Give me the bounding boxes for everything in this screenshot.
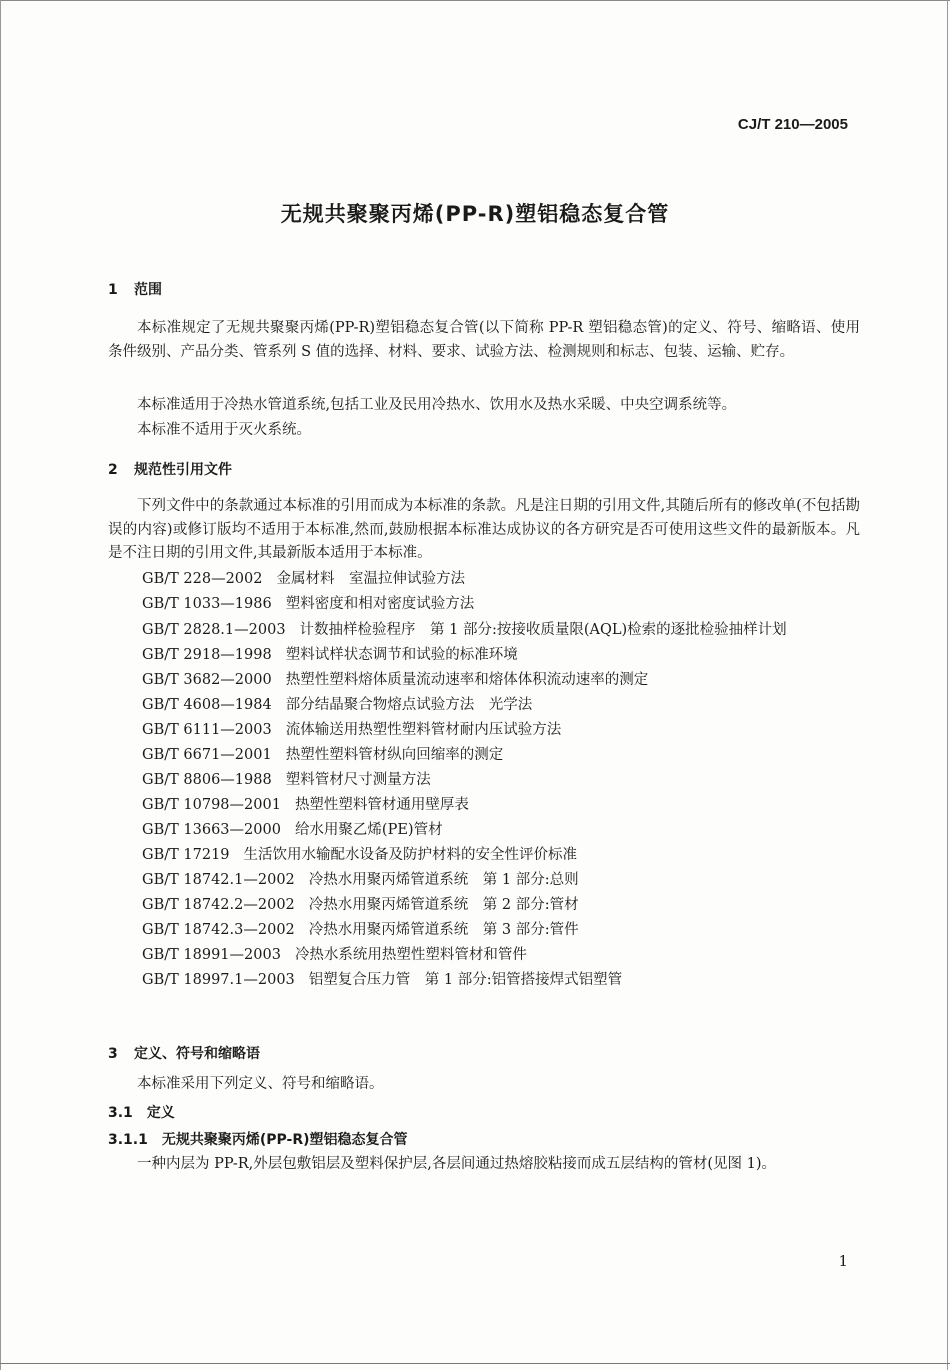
reference-item [108, 592, 860, 617]
reference-item [108, 793, 860, 818]
reference-title: 塑料试样状态调节和试验的标准环境 [285, 647, 518, 663]
reference-code: GB/T 13663—2000 [142, 822, 281, 838]
reference-title: 塑料密度和相对密度试验方法 [285, 596, 475, 612]
bottom-border-line [0, 1363, 950, 1364]
reference-code: GB/T 4608—1984 [142, 697, 272, 713]
section-1-paragraph-1: 本标准规定了无规共聚聚丙烯(PP-R)塑铝稳态复合管(以下简称 PP-R 塑铝稳态管)的定义、符号、缩略语、使用条件级别、产品分类、管系列 S 值的选择、材料、要求、试验方法、检测规则和标志、包装、运输、贮存。 [108, 320, 860, 360]
definition-text: 一种内层为 PP-R,外层包敷铝层及塑料保护层,各层间通过热熔胶粘接而成五层结构的管材(见图 1)。 [137, 1156, 777, 1172]
reference-title: 冷热水用聚丙烯管道系统 第 3 部分:管件 [308, 922, 579, 938]
reference-title: 部分结晶聚合物熔点试验方法 光学法 [285, 697, 533, 713]
subsection-3-1-heading [108, 1102, 175, 1122]
reference-item [108, 843, 860, 868]
reference-title: 热塑性塑料管材纵向回缩率的测定 [285, 747, 504, 763]
reference-code: GB/T 18742.1—2002 [142, 872, 295, 888]
reference-code: GB/T 3682—2000 [142, 672, 272, 688]
section-1-paragraph-3: 本标准不适用于灭火系统。 [137, 422, 311, 438]
section-number: 3 [108, 1046, 118, 1062]
subsection-3-1-1-heading [108, 1129, 408, 1149]
section-title: 规范性引用文件 [134, 462, 232, 478]
reference-code: GB/T 18997.1—2003 [142, 972, 295, 988]
reference-item [108, 693, 860, 718]
section-3-paragraph-1: 本标准采用下列定义、符号和缩略语。 [137, 1076, 384, 1092]
top-border-line [0, 0, 950, 1]
section-title: 范围 [134, 282, 162, 298]
reference-item [108, 617, 860, 643]
reference-item [108, 968, 860, 993]
reference-code: GB/T 1033—1986 [142, 596, 272, 612]
reference-code: GB/T 10798—2001 [142, 797, 281, 813]
subsection-number: 3.1.1 [108, 1132, 148, 1148]
reference-item [108, 818, 860, 843]
reference-code: GB/T 17219 [142, 847, 230, 863]
reference-code: GB/T 18991—2003 [142, 947, 281, 963]
reference-code: GB/T 18742.3—2002 [142, 922, 295, 938]
reference-title: 给水用聚乙烯(PE)管材 [294, 822, 443, 838]
reference-code: GB/T 6671—2001 [142, 747, 272, 763]
reference-title: 金属材料 室温拉伸试验方法 [276, 571, 465, 587]
reference-code: GB/T 6111—2003 [142, 722, 272, 738]
reference-title: 热塑性塑料管材通用壁厚表 [294, 797, 469, 813]
reference-item [108, 893, 860, 918]
reference-title: 塑料管材尺寸测量方法 [285, 772, 431, 788]
reference-item [108, 868, 860, 893]
reference-code: GB/T 18742.2—2002 [142, 897, 295, 913]
reference-title: 铝塑复合压力管 第 1 部分:铝管搭接焊式铝塑管 [308, 972, 623, 988]
reference-item [108, 768, 860, 793]
reference-title: 流体输送用热塑性塑料管材耐内压试验方法 [285, 722, 562, 738]
page-title: 无规共聚聚丙烯(PP-R)塑铝稳态复合管 [280, 202, 670, 226]
reference-item [108, 643, 860, 668]
reference-list [108, 567, 860, 993]
section-1-paragraph-2: 本标准适用于冷热水管道系统,包括工业及民用冷热水、饮用水及热水采暖、中央空调系统等。 [137, 397, 737, 413]
reference-title: 冷热水用聚丙烯管道系统 第 1 部分:总则 [308, 872, 579, 888]
reference-title: 生活饮用水输配水设备及防护材料的安全性评价标准 [243, 847, 578, 863]
reference-title: 冷热水用聚丙烯管道系统 第 2 部分:管材 [308, 897, 579, 913]
reference-title: 计数抽样检验程序 第 1 部分:按接收质量限(AQL)检索的逐批检验抽样计划 [299, 622, 787, 638]
reference-item [108, 743, 860, 768]
section-number: 2 [108, 462, 118, 478]
reference-item [108, 943, 860, 968]
subsection-title: 定义 [146, 1105, 175, 1121]
reference-title: 冷热水系统用热塑性塑料管材和管件 [294, 947, 527, 963]
section-2-paragraph-1: 下列文件中的条款通过本标准的引用而成为本标准的条款。凡是注日期的引用文件,其随后所有的修改单(不包括勘误的内容)或修订版均不适用于本标准,然而,鼓励根据本标准达成协议的各方研究是否可使用这些文件的最新版本。凡是不注日期的引用文件,其最新版本适用于本标准。 [108, 498, 860, 561]
reference-code: GB/T 2828.1—2003 [142, 622, 286, 638]
section-3-heading [108, 1043, 260, 1063]
reference-item [108, 567, 860, 592]
reference-item [108, 918, 860, 943]
section-2-heading [108, 459, 232, 479]
reference-code: GB/T 8806—1988 [142, 772, 272, 788]
section-1-heading [108, 279, 162, 299]
reference-item [108, 668, 860, 693]
page-number: 1 [838, 1252, 848, 1270]
reference-code: GB/T 2918—1998 [142, 647, 272, 663]
subsection-number: 3.1 [108, 1105, 133, 1121]
section-title: 定义、符号和缩略语 [134, 1046, 260, 1062]
reference-item [108, 718, 860, 743]
section-number: 1 [108, 282, 118, 298]
reference-code: GB/T 228—2002 [142, 571, 263, 587]
standard-code: CJ/T 210—2005 [737, 116, 848, 133]
reference-title: 热塑性塑料熔体质量流动速率和熔体体积流动速率的测定 [285, 672, 649, 688]
subsection-title: 无规共聚聚丙烯(PP-R)塑铝稳态复合管 [161, 1132, 408, 1148]
